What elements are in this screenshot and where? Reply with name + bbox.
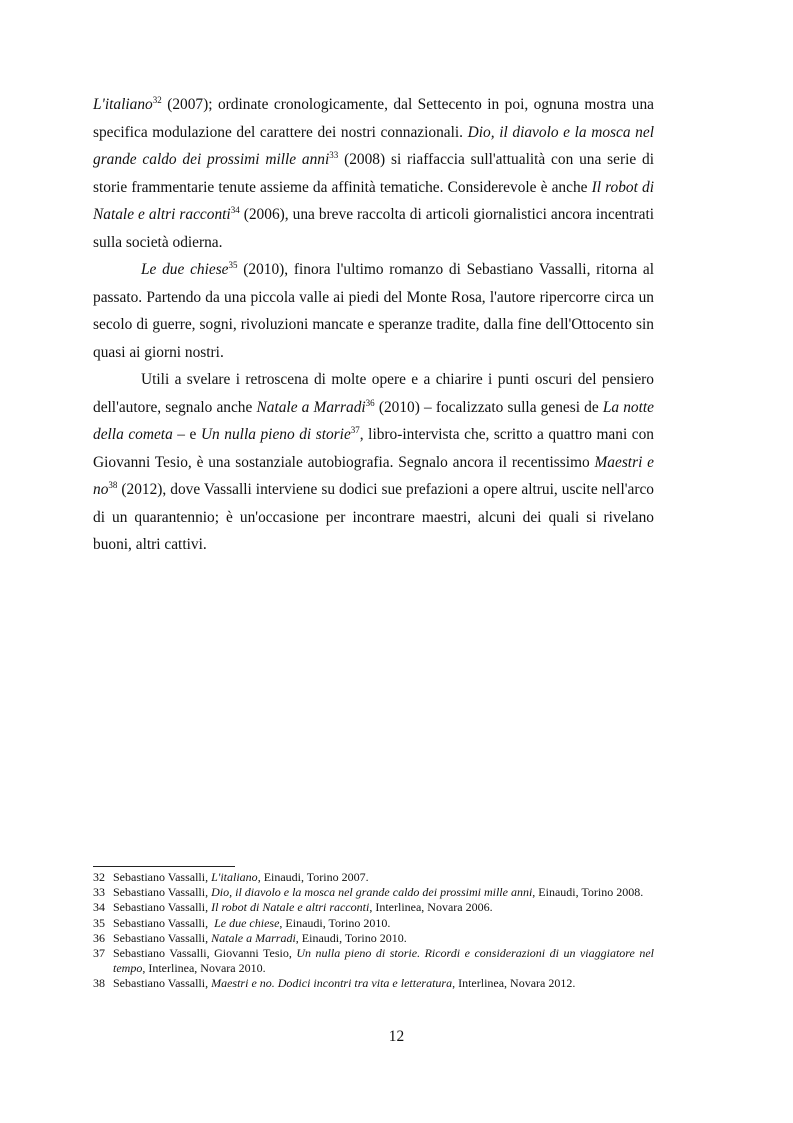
footnote-number: 36: [93, 930, 105, 945]
footnote-text: Sebastiano Vassalli,: [113, 885, 212, 900]
page-number: 12: [388, 1028, 405, 1045]
footnote-title: Le due chiese: [214, 915, 280, 930]
text-run: , libro-intervista che, scritto a quattro mani con Giovanni Tesio, è una sostanziale autobiografia. Segnalo ancora il recentissimo: [93, 426, 654, 471]
footnote-number: 33: [93, 885, 105, 900]
footnote-number: 32: [93, 870, 105, 884]
text-run: (2012), dove Vassalli interviene su dodici sue prefazioni a opere altrui, uscite nell'arco di un quarantennio; è un'occasione per incontrare maestri, alcuni dei quali si rivelano buoni, altri cattivi.: [93, 481, 654, 553]
book-title: Il robot di Natale e altri racconti: [93, 178, 654, 223]
footnote-text: , Interlinea, Novara 2012.: [452, 976, 576, 991]
footnote-text: , Einaudi, Torino 2010.: [279, 915, 391, 930]
footnote-text: , Einaudi, Torino 2007.: [257, 870, 369, 884]
book-title: Dio, il diavolo e la mosca nel grande caldo dei prossimi mille anni: [93, 123, 654, 168]
footnote-title: Un nulla pieno di storie. Ricordi e considerazioni di un viaggiatore nel tempo: [113, 946, 654, 976]
footnote-number: 38: [93, 976, 105, 991]
text-run: (2010), finora l'ultimo romanzo di Sebastiano Vassalli, ritorna al passato. Partendo da una piccola valle ai piedi del Monte Rosa, l'autore ripercorre circa un secolo di guerre, sogni, rivoluzioni mancate e speranze tradite, dalla fine dell'Ottocento sin quasi ai giorni nostri.: [93, 261, 655, 361]
book-title: Un nulla pieno di storie: [200, 426, 351, 443]
book-title: La notte della cometa: [93, 398, 655, 443]
footnote-ref[interactable]: 32: [152, 95, 162, 105]
text-run: (2008) si riaffaccia sull'attualità con una serie di storie frammentarie tenute assieme da affinità tematiche. Considerevole è anche: [93, 151, 654, 196]
footnote-title: Dio, il diavolo e la mosca nel grande caldo dei prossimi mille anni: [211, 885, 533, 900]
text-run: – e: [172, 426, 201, 443]
footnote-text: Sebastiano Vassalli,: [113, 900, 212, 915]
footnote: [93, 976, 654, 991]
text-run: (2006), una breve raccolta di articoli giornalistici ancora incentrati sulla società odierna.: [93, 206, 654, 251]
footnote: [93, 916, 654, 931]
book-title: L'italiano: [93, 96, 153, 113]
footnote: [93, 870, 654, 885]
footnote-text: , Interlinea, Novara 2010.: [142, 961, 266, 976]
footnote-ref[interactable]: 35: [228, 260, 238, 270]
footnote-text: Sebastiano Vassalli, Giovanni Tesio,: [113, 946, 297, 961]
footnote-number: 34: [93, 900, 105, 915]
main-text: [93, 91, 654, 559]
footnote-ref[interactable]: 33: [329, 150, 339, 160]
text-run: (2007); ordinate cronologicamente, dal Settecento in poi, ognuna mostra una specifica modulazione del carattere dei nostri connazionali.: [93, 96, 654, 141]
footnote: [93, 900, 654, 915]
footnotes: [93, 870, 654, 992]
footnote-number: 37: [93, 946, 105, 961]
footnote-number: 35: [93, 915, 105, 930]
paragraph-2: [93, 256, 654, 366]
text-run: Utili a svelare i retroscena di molte opere e a chiarire i punti oscuri del pensiero dell'autore, segnalo anche: [93, 371, 654, 416]
footnote-ref[interactable]: 38: [108, 480, 118, 490]
footnote-title: Maestri e no. Dodici incontri tra vita e letteratura: [211, 976, 453, 991]
footnote: [93, 931, 654, 946]
footnote-text: Sebastiano Vassalli,: [113, 915, 215, 930]
book-title: Maestri e no: [93, 453, 654, 498]
footnote-text: , Einaudi, Torino 2010.: [295, 930, 407, 945]
text-run: (2010) – focalizzato sulla genesi de: [374, 398, 603, 416]
footnote-title: Il robot di Natale e altri racconti: [211, 900, 370, 915]
footnote-text: Sebastiano Vassalli,: [113, 930, 212, 945]
footnote: [93, 946, 654, 976]
footnote: [93, 885, 654, 900]
footnote-title: L'italiano: [211, 870, 258, 884]
book-title: Le due chiese: [141, 261, 229, 278]
footnote-title: Natale a Marradi: [211, 930, 296, 945]
footnote-ref[interactable]: 37: [350, 425, 360, 435]
book-title: Natale a Marradi: [256, 398, 366, 416]
footnote-text: , Interlinea, Novara 2006.: [369, 900, 493, 915]
footnote-divider: [93, 866, 235, 867]
footnote-ref[interactable]: 34: [230, 205, 240, 215]
footnote-text: Sebastiano Vassalli,: [113, 870, 212, 884]
paragraph-1: [93, 91, 654, 256]
footnote-text: , Einaudi, Torino 2008.: [532, 885, 644, 900]
footnote-ref[interactable]: 36: [365, 397, 375, 408]
paragraph-3: [93, 366, 654, 559]
footnote-text: Sebastiano Vassalli,: [113, 976, 212, 991]
